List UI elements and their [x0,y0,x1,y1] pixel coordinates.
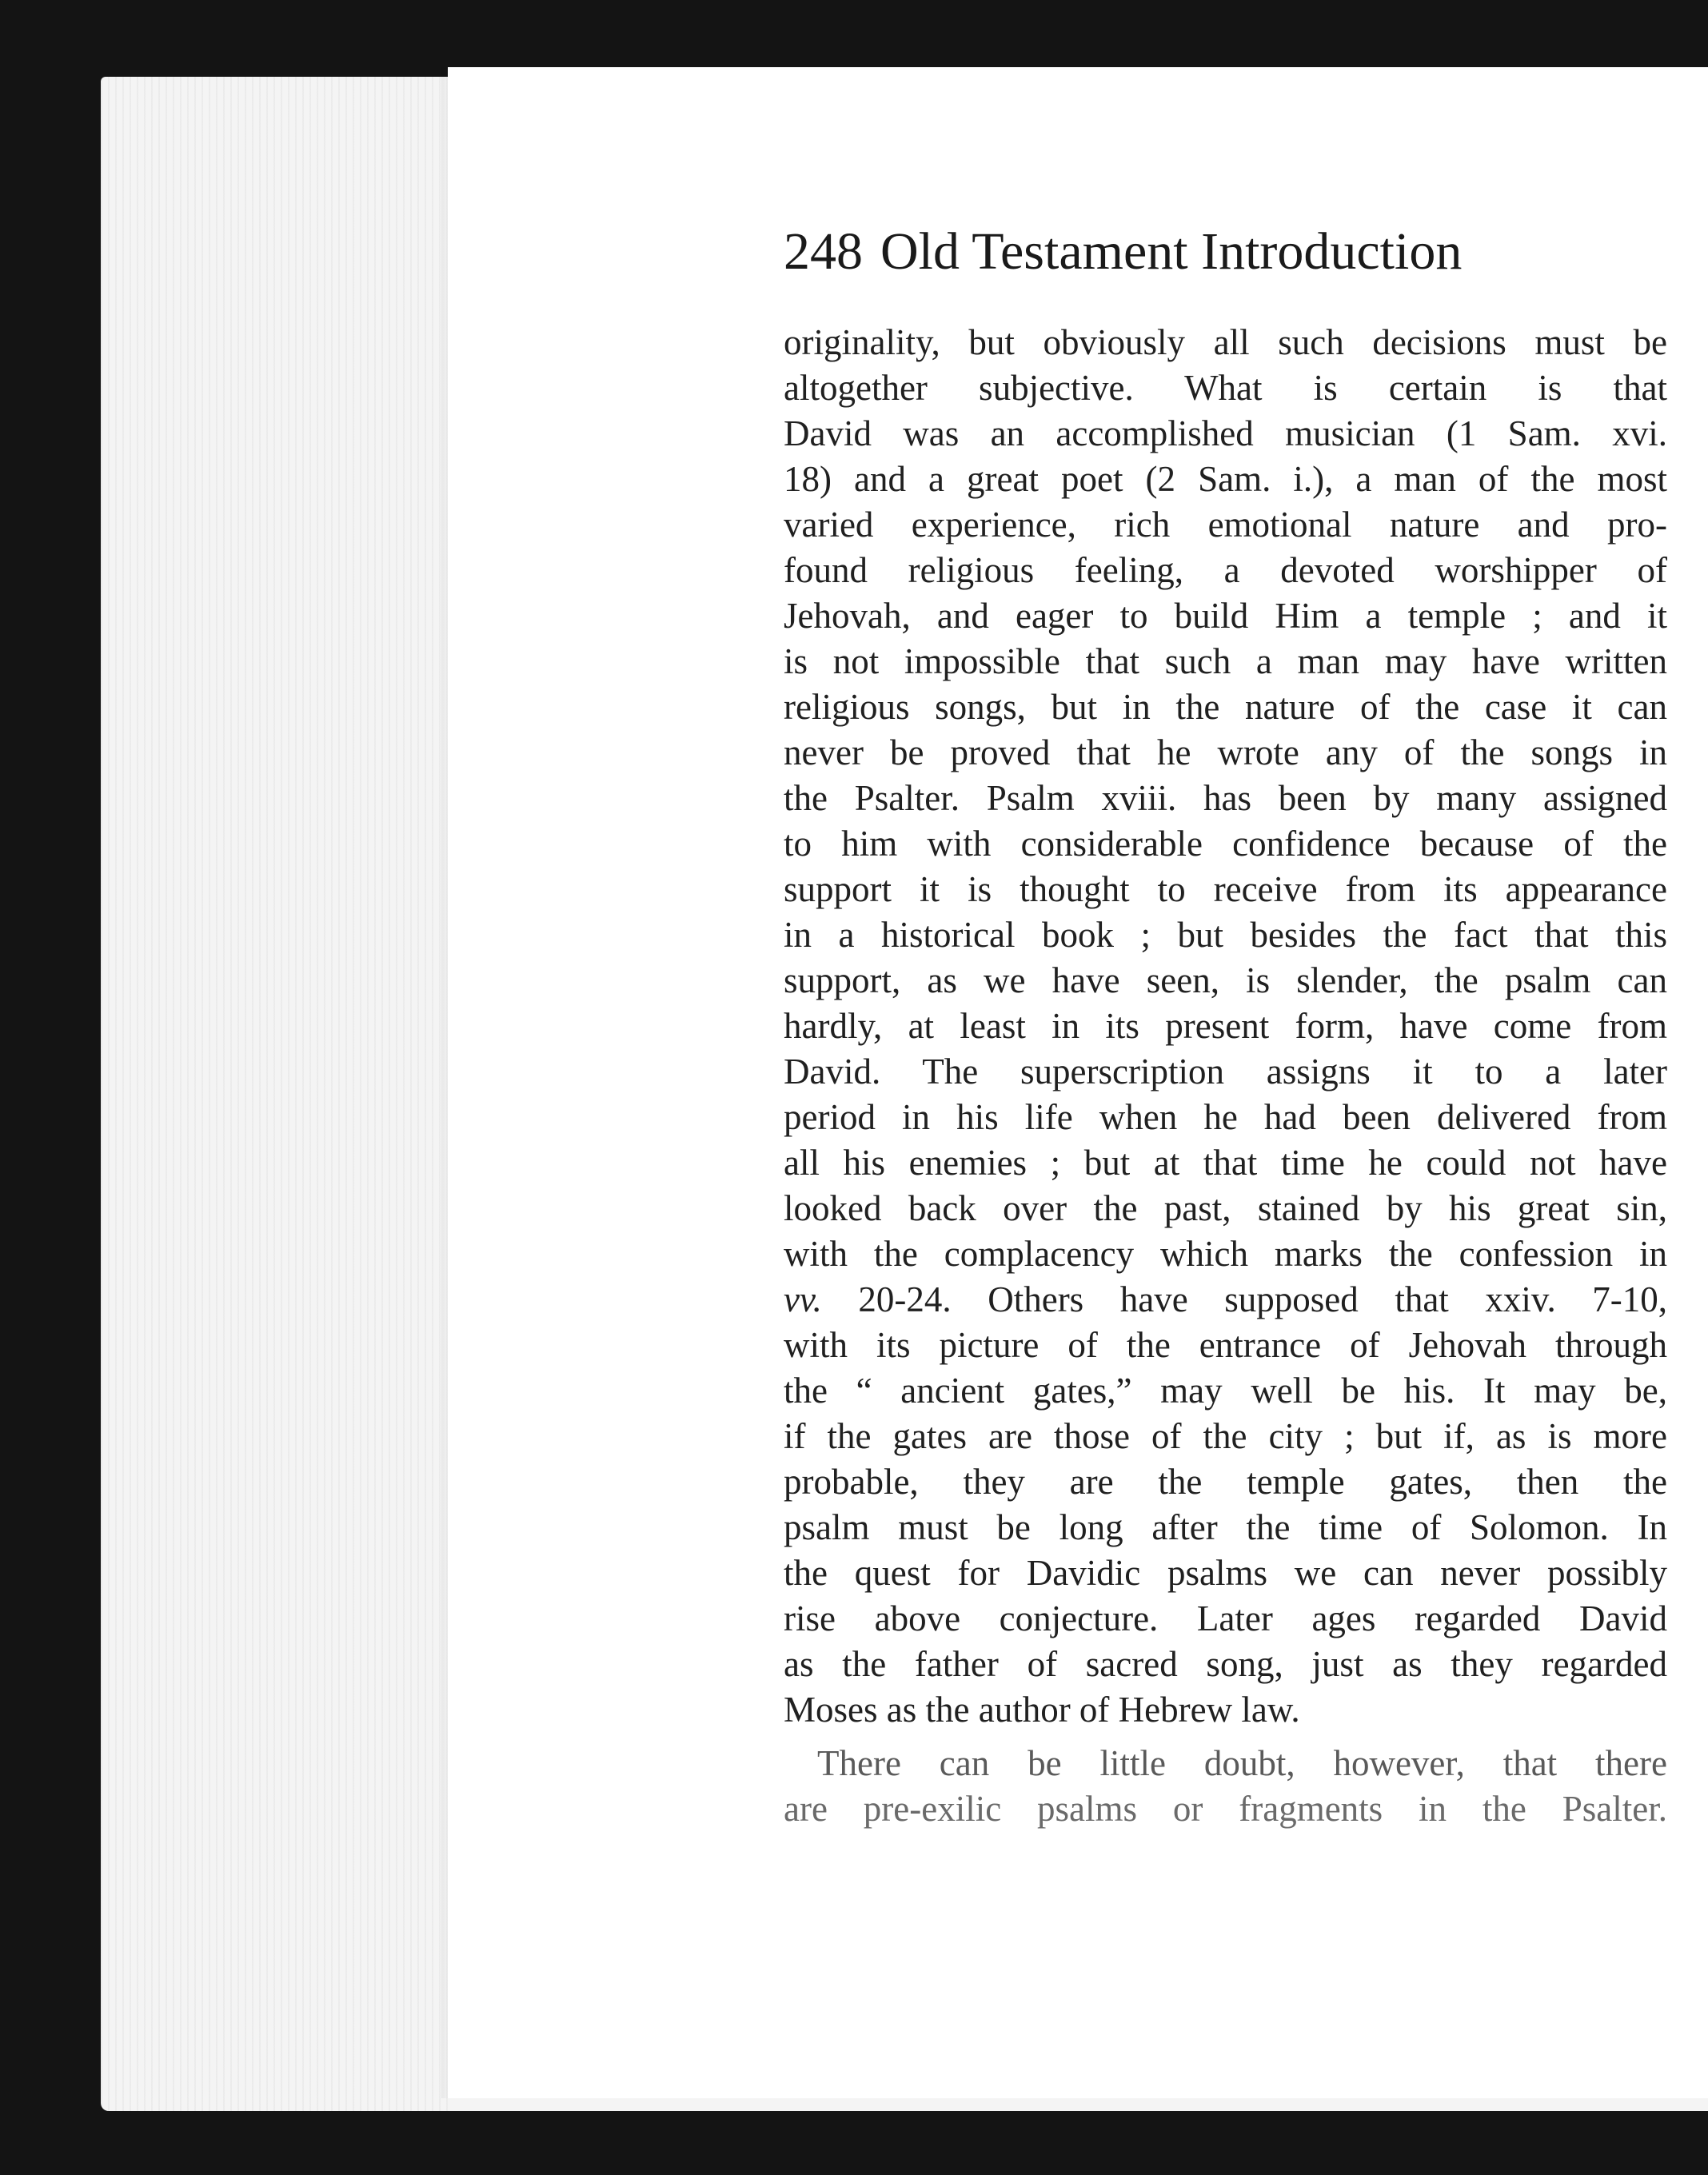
text-line: varied experience, rich emotional nature and pro- [784,505,1667,545]
text-line: psalm must be long after the time of Solomon. In [784,1507,1667,1547]
text-line: with its picture of the entrance of Jehovah through [784,1325,1667,1365]
text-line: all his enemies ; but at that time he could not have [784,1143,1667,1183]
running-title: Old Testament Introduction [880,222,1463,281]
text-line-rest: 20-24. Others have supposed that xxiv. 7-10, [821,1279,1667,1319]
text-line: found religious feeling, a devoted worshipper of [784,550,1667,590]
text-line: 18) and a great poet (2 Sam. i.), a man of the most [784,459,1667,499]
page-number: 248 [784,222,863,281]
page-edge-lines [101,77,453,2111]
text-line: originality, but obviously all such decisions must be [784,322,1667,362]
text-line-italic-ref [784,1277,1667,1323]
text-line: with the complacency which marks the confession in [784,1234,1667,1274]
text-line: support it is thought to receive from its appearance [784,869,1667,909]
paragraph-2 [784,1741,1667,1832]
text-line: is not impossible that such a man may have written [784,641,1667,681]
text-line: if the gates are those of the city ; but if, as is more [784,1416,1667,1456]
text-line: are pre-exilic psalms or fragments in the Psalter. [784,1789,1667,1829]
text-line: David. The superscription assigns it to a later [784,1052,1667,1091]
paragraph-1 [784,320,1667,1733]
text-line: There can be little doubt, however, that there [817,1743,1667,1783]
text-line: to him with considerable confidence because of the [784,824,1667,864]
text-line: the quest for Davidic psalms we can never possibly [784,1553,1667,1593]
running-head [784,216,1631,288]
text-line: looked back over the past, stained by his great sin, [784,1188,1667,1228]
body-text [784,320,1667,1832]
text-line: altogether subjective. What is certain is that [784,368,1667,408]
text-line: probable, they are the temple gates, then the [784,1462,1667,1502]
text-line: period in his life when he had been delivered from [784,1097,1667,1137]
text-line: the “ ancient gates,” may well be his. It may be, [784,1371,1667,1411]
text-line: support, as we have seen, is slender, the psalm can [784,960,1667,1000]
italic-verse-ref: vv. [784,1279,822,1319]
text-line: religious songs, but in the nature of the case it can [784,687,1667,727]
text-line: hardly, at least in its present form, have come from [784,1006,1667,1046]
paragraph-gap [784,1733,1667,1741]
text-line: rise above conjecture. Later ages regarded David [784,1598,1667,1638]
text-line: the Psalter. Psalm xviii. has been by many assigned [784,778,1667,818]
text-line: as the father of sacred song, just as they regarded [784,1644,1667,1684]
text-line: David was an accomplished musician (1 Sam. xvi. [784,413,1667,453]
text-line: Jehovah, and eager to build Him a temple ; and it [784,596,1667,636]
text-line: Moses as the author of Hebrew law. [784,1690,1300,1730]
text-line: in a historical book ; but besides the fact that this [784,915,1667,955]
text-line: never be proved that he wrote any of the songs in [784,732,1667,772]
